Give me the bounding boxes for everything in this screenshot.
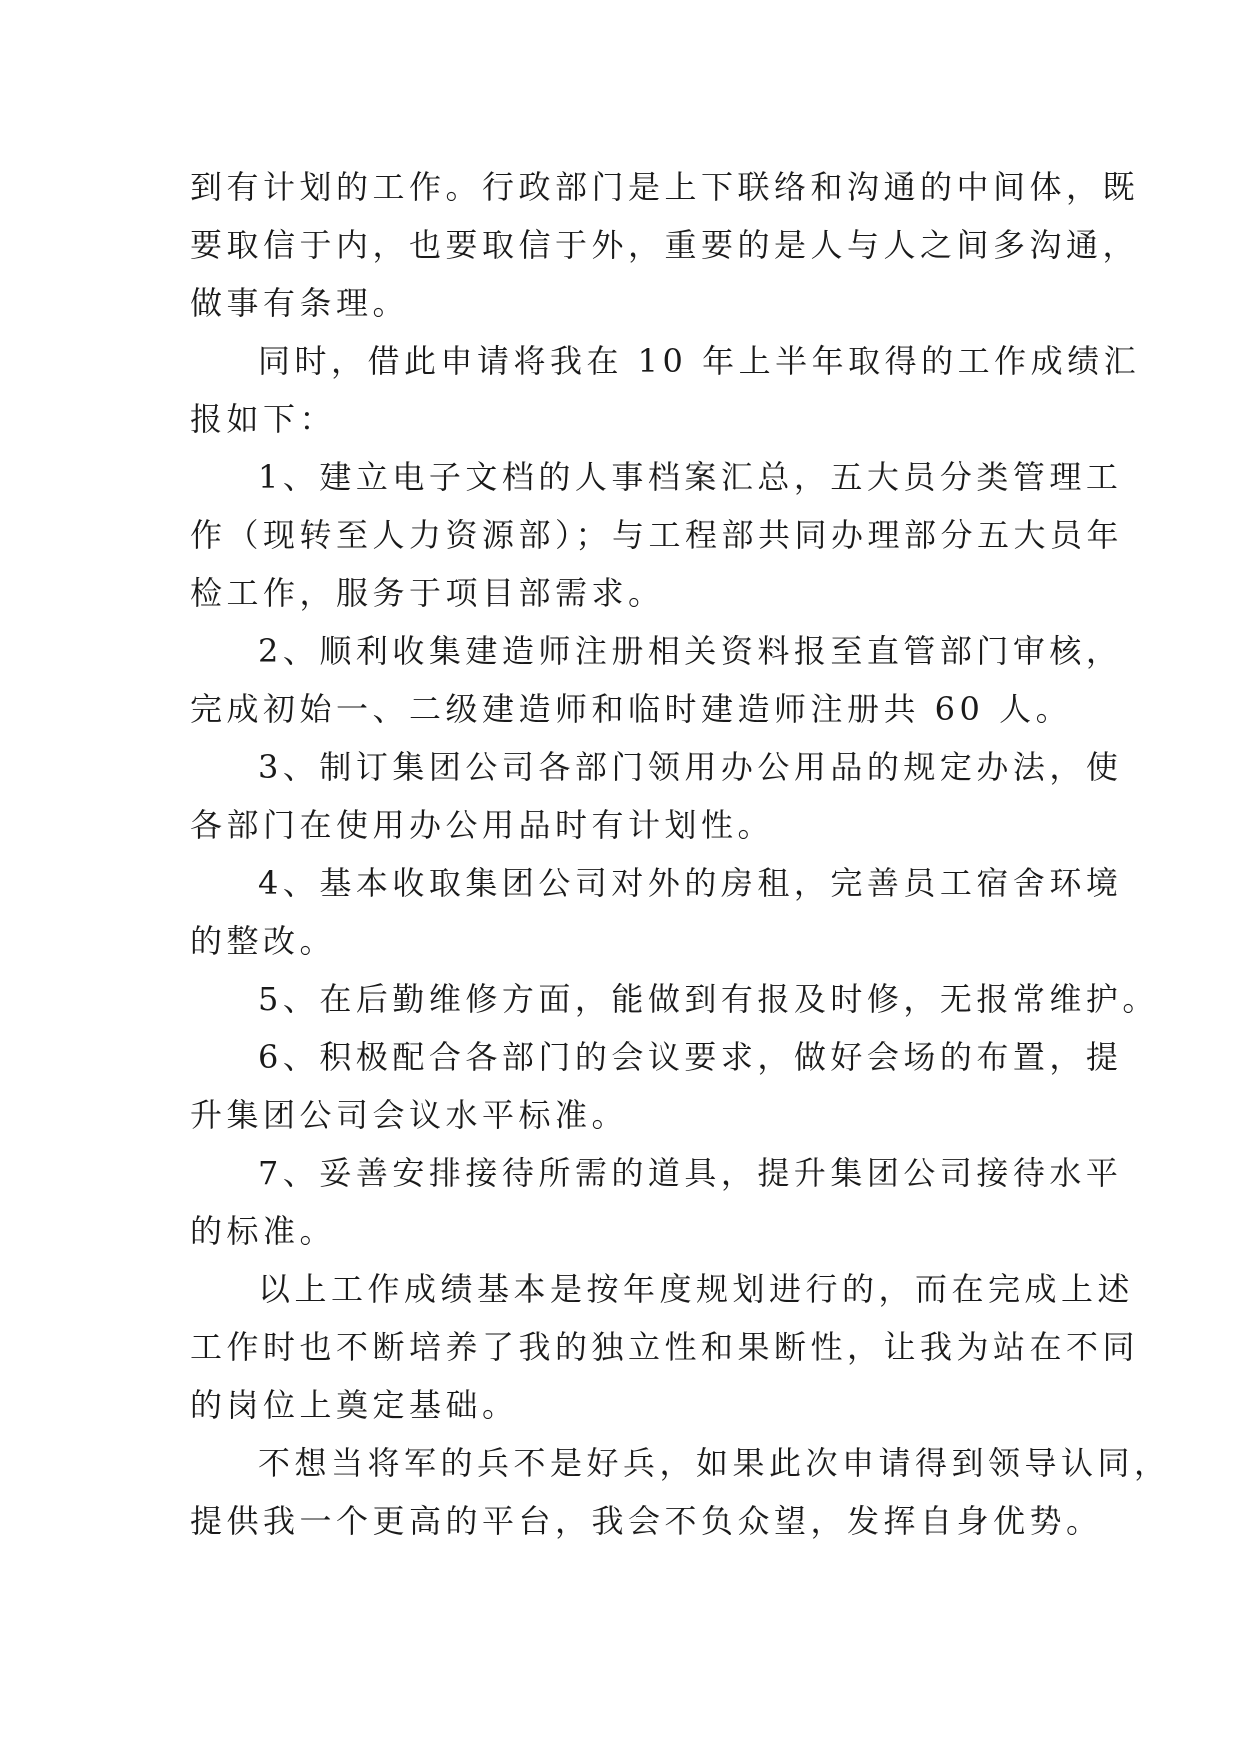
text-line: 不想当将军的兵不是好兵，如果此次申请得到领导认同， xyxy=(258,1444,1171,1482)
list-item-6 xyxy=(190,1028,1123,1144)
list-item-2 xyxy=(190,622,1123,738)
text-line: 3、制订集团公司各部门领用办公用品的规定办法，使 xyxy=(258,748,1123,786)
text-line: 4、基本收取集团公司对外的房租，完善员工宿舍环境 xyxy=(258,864,1123,902)
list-item-4 xyxy=(190,854,1123,970)
text-line: 要取信于内，也要取信于外，重要的是人与人之间多沟通， xyxy=(190,226,1140,264)
list-item-3 xyxy=(190,738,1123,854)
paragraph-1 xyxy=(190,158,1140,332)
text-line: 升集团公司会议水平标准。 xyxy=(190,1096,629,1134)
text-line: 到有计划的工作。行政部门是上下联络和沟通的中间体，既 xyxy=(190,168,1140,206)
text-line: 做事有条理。 xyxy=(190,284,410,322)
text-line: 同时，借此申请将我在 10 年上半年取得的工作成绩汇 xyxy=(258,342,1141,380)
text-line: 提供我一个更高的平台，我会不负众望，发挥自身优势。 xyxy=(190,1502,1103,1540)
document-body xyxy=(190,158,1171,1550)
list-item-1 xyxy=(190,448,1124,622)
text-line: 的岗位上奠定基础。 xyxy=(190,1386,519,1424)
text-line: 7、妥善安排接待所需的道具，提升集团公司接待水平 xyxy=(258,1154,1123,1192)
list-item-7 xyxy=(190,1144,1123,1260)
text-line: 以上工作成绩基本是按年度规划进行的，而在完成上述 xyxy=(258,1270,1135,1308)
text-line: 作（现转至人力资源部）；与工程部共同办理部分五大员年 xyxy=(190,516,1124,554)
text-line: 完成初始一、二级建造师和临时建造师注册共 60 人。 xyxy=(190,690,1073,728)
text-line: 工作时也不断培养了我的独立性和果断性，让我为站在不同 xyxy=(190,1328,1140,1366)
text-line: 报如下： xyxy=(190,400,337,438)
text-line: 5、在后勤维修方面，能做到有报及时修，无报常维护。 xyxy=(258,980,1159,1018)
text-line: 的整改。 xyxy=(190,922,337,960)
text-line: 检工作，服务于项目部需求。 xyxy=(190,574,665,612)
text-line: 2、顺利收集建造师注册相关资料报至直管部门审核， xyxy=(258,632,1123,670)
list-item-5 xyxy=(190,970,1159,1028)
text-line: 1、建立电子文档的人事档案汇总，五大员分类管理工 xyxy=(258,458,1123,496)
text-line: 的标准。 xyxy=(190,1212,337,1250)
paragraph-2 xyxy=(190,332,1141,448)
text-line: 6、积极配合各部门的会议要求，做好会场的布置，提 xyxy=(258,1038,1123,1076)
summary-paragraph xyxy=(190,1260,1140,1434)
closing-paragraph xyxy=(190,1434,1171,1550)
text-line: 各部门在使用办公用品时有计划性。 xyxy=(190,806,775,844)
